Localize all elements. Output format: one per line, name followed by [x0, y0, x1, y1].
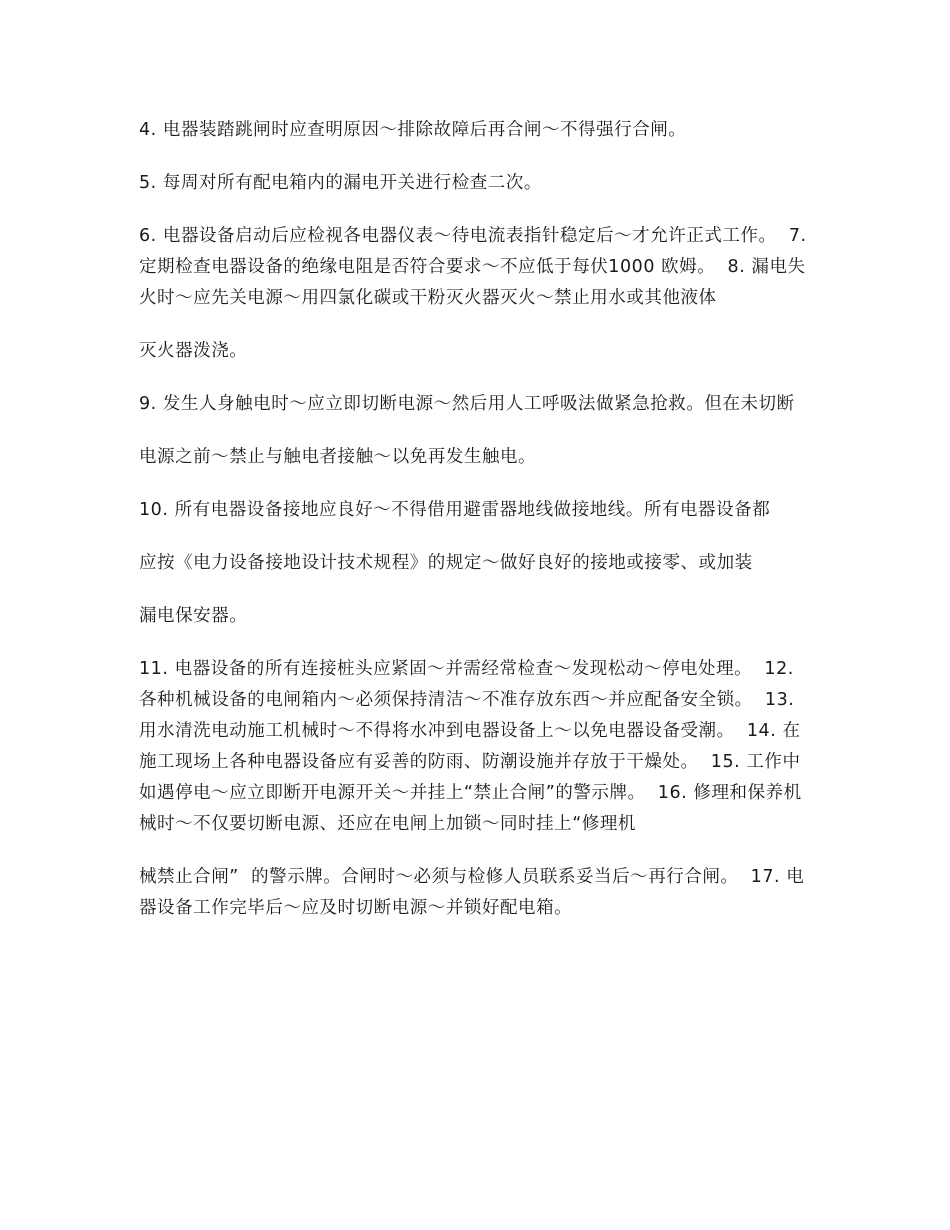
paragraph-items-16-17: 械禁止合闸” 的警示牌。合闸时～必须与检修人员联系妥当后～再行合闸。 17. 电器设备工作完毕后～应及时切断电源～并锁好配电箱。: [139, 867, 805, 918]
paragraph-item-9-continued: 电源之前～禁止与触电者接触～以免再发生触电。: [139, 447, 537, 467]
paragraph-items-11-16: 11. 电器设备的所有连接桩头应紧固～并需经常检查～发现松动～停电处理。 12. 各种机械设备的电闸箱内～必须保持清洁～不准存放东西～并应配备安全锁。 13. 用水清洗电动施工机械时～不得将水冲到电器设备上～以免电器设备受潮。 14. 在施工现场上各种电器设备应有妥善的防雨、防潮设施并存放于干燥处。 15. 工作中如遇停电～应立即断开电源开关～并挂上“禁止合闸”的警示牌。 16. 修理和保养机械时～不仅要切断电源、还应在电闸上加锁～同时挂上“修理机: [139, 659, 802, 834]
paragraph-item-5: 5. 每周对所有配电箱内的漏电开关进行检查二次。: [139, 173, 542, 193]
paragraph-item-10: 10. 所有电器设备接地应良好～不得借用避雷器地线做接地线。所有电器设备都: [139, 500, 771, 520]
paragraph-item-8-continued: 灭火器泼浇。: [139, 341, 248, 361]
paragraph-item-9: 9. 发生人身触电时～应立即切断电源～然后用人工呼吸法做紧急抢救。但在未切断: [139, 394, 795, 414]
paragraph-items-6-8: 6. 电器设备启动后应检视各电器仪表～待电流表指针稳定后～才允许正式工作。 7. 定期检查电器设备的绝缘电阻是否符合要求～不应低于每伏1000 欧姆。 8. 漏电失火时～应先关电源～用四氯化碳或干粉灭火器灭火～禁止用水或其他液体: [139, 226, 813, 308]
paragraph-item-10-continued: 应按《电力设备接地设计技术规程》的规定～做好良好的接地或接零、或加装: [139, 553, 753, 573]
document-body: [139, 115, 815, 946]
paragraph-item-4: 4. 电器装踏跳闸时应查明原因～排除故障后再合闸～不得强行合闸。: [139, 120, 687, 140]
paragraph-item-10-end: 漏电保安器。: [139, 606, 248, 626]
